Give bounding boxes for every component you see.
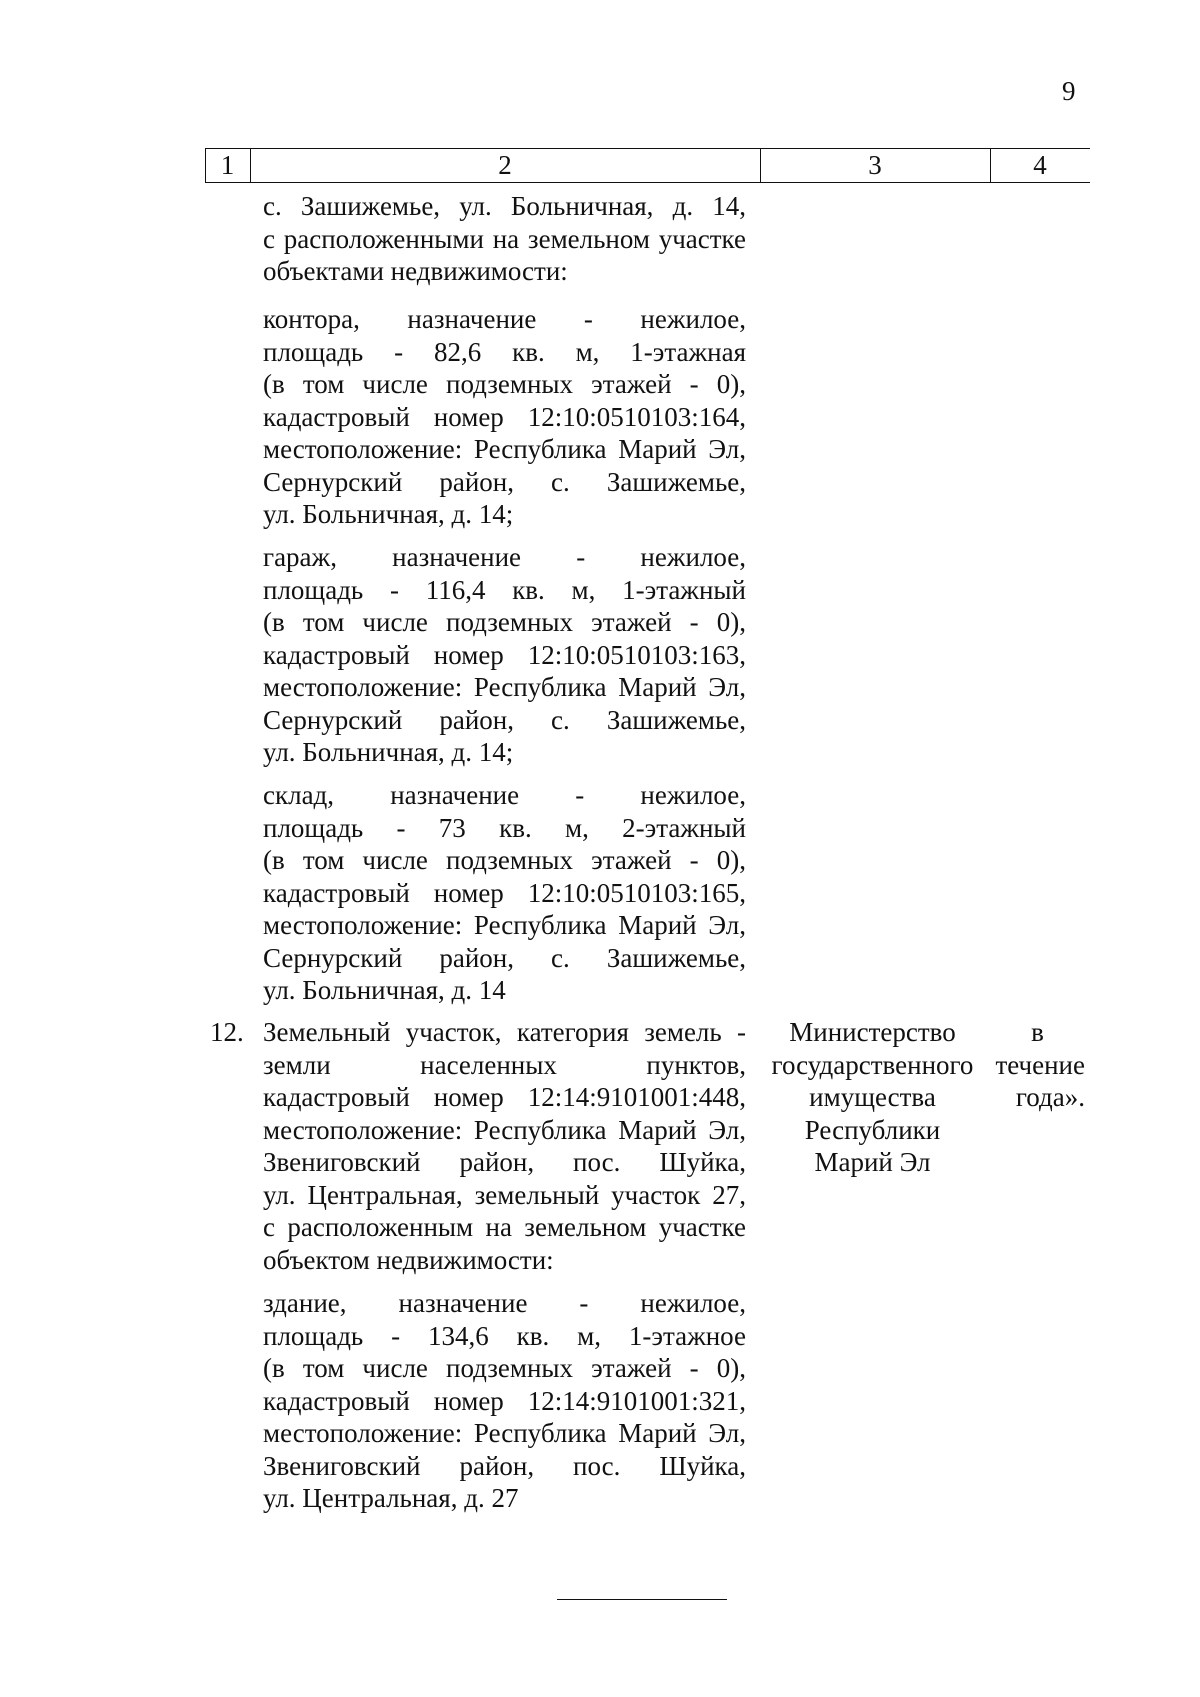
- header-col-1: 1: [220, 150, 235, 180]
- text-line: года».: [1015, 1082, 1085, 1112]
- text-line: кадастровый номер 12:14:9101001:321,: [263, 1385, 746, 1416]
- text-line: площадь - 116,4 кв. м, 1-этажный: [263, 574, 746, 605]
- text-line: кадастровый номер 12:14:9101001:448,: [263, 1082, 746, 1112]
- row12-deadline: [990, 1016, 1085, 1114]
- text-line: местоположение: Республика Марий Эл,: [263, 1418, 746, 1448]
- text-line: местоположение: Республика Марий Эл,: [263, 434, 746, 464]
- text-line: ул. Центральная, земельный участок 27,: [263, 1179, 746, 1210]
- text-line: (в том числе подземных этажей - 0),: [263, 845, 746, 875]
- text-line: здание, назначение - нежилое,: [263, 1288, 746, 1318]
- text-line: склад, назначение - нежилое,: [263, 780, 746, 810]
- table-header-row: [205, 148, 1090, 183]
- object-zdanie: [263, 1287, 746, 1515]
- row12-responsible: [765, 1016, 980, 1179]
- header-col-4: 4: [1033, 150, 1047, 180]
- text-line: местоположение: Республика Марий Эл,: [263, 672, 746, 702]
- text-line: местоположение: Республика Марий Эл,: [263, 1114, 746, 1145]
- text-line: кадастровый номер 12:10:0510103:165,: [263, 877, 746, 908]
- text-line: в: [1031, 1017, 1044, 1047]
- text-line: контора, назначение - нежилое,: [263, 304, 746, 334]
- footer-rule: [557, 1599, 727, 1600]
- text-line: (в том числе подземных этажей - 0),: [263, 1353, 746, 1383]
- text-line: площадь - 82,6 кв. м, 1-этажная: [263, 336, 746, 367]
- header-col-3: 3: [868, 150, 882, 180]
- object-kontora: [263, 303, 746, 531]
- text-line: государственного: [771, 1049, 974, 1080]
- page-number: 9: [1062, 76, 1076, 106]
- text-line: Министерство: [789, 1017, 956, 1047]
- text-line: с. Зашижемье, ул. Больничная, д. 14,: [263, 191, 746, 221]
- text-line: кадастровый номер 12:10:0510103:164,: [263, 401, 746, 432]
- text-line: площадь - 134,6 кв. м, 1-этажное: [263, 1320, 746, 1351]
- text-line: Марий Эл: [814, 1147, 931, 1177]
- text-line: (в том числе подземных этажей - 0),: [263, 369, 746, 399]
- text-line: объектом недвижимости:: [263, 1244, 554, 1275]
- text-line: течение: [995, 1049, 1085, 1080]
- text-line: ул. Центральная, д. 27: [263, 1483, 519, 1513]
- text-line: Сернурский район, с. Зашижемье,: [263, 704, 746, 735]
- text-line: гараж, назначение - нежилое,: [263, 542, 746, 572]
- text-line: объектами недвижимости:: [263, 256, 568, 286]
- text-line: ул. Больничная, д. 14;: [263, 737, 514, 767]
- text-line: ул. Больничная, д. 14: [263, 975, 506, 1005]
- object-garazh: [263, 541, 746, 769]
- object-sklad: [263, 779, 746, 1007]
- continuation-intro: [263, 190, 746, 288]
- text-line: Земельный участок, категория земель -: [263, 1017, 746, 1047]
- text-line: Звениговский район, пос. Шуйка,: [263, 1147, 746, 1177]
- text-line: Республики: [804, 1114, 941, 1145]
- text-line: Звениговский район, пос. Шуйка,: [263, 1450, 746, 1481]
- text-line: площадь - 73 кв. м, 2-этажный: [263, 812, 746, 843]
- text-line: ул. Больничная, д. 14;: [263, 499, 514, 529]
- text-line: Сернурский район, с. Зашижемье,: [263, 466, 746, 497]
- text-line: земли населенных пунктов,: [263, 1049, 746, 1080]
- text-line: кадастровый номер 12:10:0510103:163,: [263, 639, 746, 670]
- text-line: (в том числе подземных этажей - 0),: [263, 607, 746, 637]
- row12-description: [263, 1016, 746, 1276]
- text-line: имущества: [809, 1082, 936, 1112]
- text-line: с расположенными на земельном участке: [263, 223, 746, 254]
- text-line: местоположение: Республика Марий Эл,: [263, 910, 746, 940]
- text-line: Сернурский район, с. Зашижемье,: [263, 942, 746, 973]
- text-line: с расположенным на земельном участке: [263, 1212, 746, 1242]
- row-number: 12.: [210, 1017, 244, 1047]
- header-col-2: 2: [498, 150, 512, 180]
